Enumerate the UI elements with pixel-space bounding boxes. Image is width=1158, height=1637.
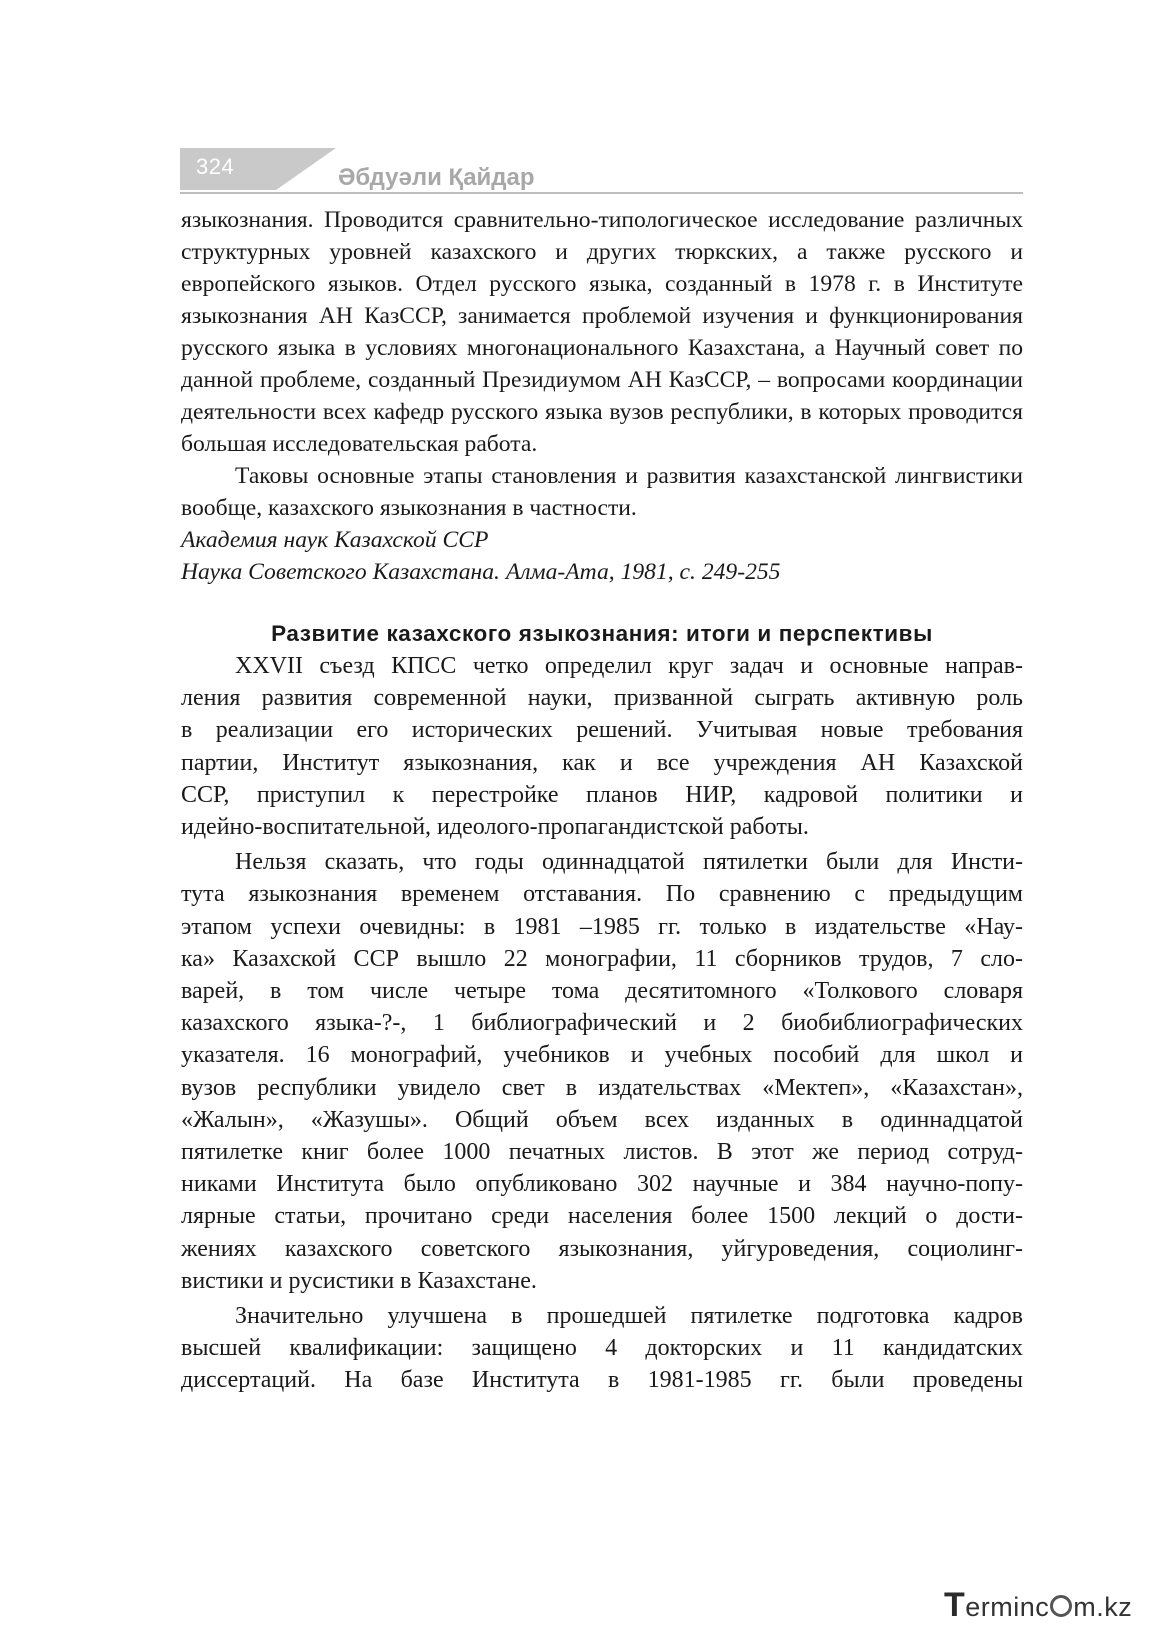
paragraph-line: вузов республики увидело свет в издательствах «Мектеп», «Казахстан», bbox=[181, 1074, 1023, 1101]
header-wedge-decoration bbox=[276, 148, 336, 190]
paragraph-line: пятилетке книг более 1000 печатных листов. В этот же период сотруд- bbox=[181, 1139, 1023, 1166]
watermark-t: T bbox=[944, 1586, 966, 1624]
paragraph-line: вистики и русистики в Казахстане. bbox=[181, 1267, 537, 1294]
paragraph-line: диссертаций. На базе Института в 1981-1985 гг. были проведены bbox=[181, 1367, 1023, 1394]
paragraph-line: тута языкознания временем отставания. По сравнению с предыдущим bbox=[181, 881, 1023, 908]
source-attribution-line1: Академия наук Казахской ССР bbox=[181, 527, 489, 553]
paragraph-line: этапом успехи очевидны: в 1981 –1985 гг. только в издательстве «Нау- bbox=[181, 913, 1023, 940]
paragraph-line: казахского языка-?-, 1 библиографический и 2 биобиблиографических bbox=[181, 1010, 1023, 1037]
page-number: 324 bbox=[196, 154, 235, 179]
source-attribution-line2: Наука Советского Казахстана. Алма-Ата, 1981, с. 249-255 bbox=[181, 559, 781, 585]
paragraph-line: высшей квалификации: защищено 4 докторских и 11 кандидатских bbox=[181, 1335, 1023, 1362]
running-header-author: Әбдуәли Қайдар bbox=[338, 164, 535, 191]
paragraph-line: варей, в том числе четыре тома десятитомного «Толкового словаря bbox=[181, 978, 1023, 1005]
paragraph-line: указателя. 16 монографий, учебников и учебных пособий для школ и bbox=[181, 1042, 1023, 1069]
paragraph-line: партии, Институт языкознания, как и все учреждения АН Казахской bbox=[181, 749, 1023, 776]
paragraph-conclusion: Таковы основные этапы становления и развития казахстанской лингвистики вообще, казахского языкознания в частности. bbox=[181, 463, 1023, 521]
section-title: Развитие казахского языкознания: итоги и перспективы bbox=[271, 621, 933, 646]
header-rule bbox=[180, 192, 1023, 194]
paragraph-line: никами Института было опубликовано 302 научные и 384 научно-попу- bbox=[181, 1171, 1023, 1198]
paragraph-3 bbox=[181, 1300, 1023, 1397]
paragraph-line: «Жалын», «Жазушы». Общий объем всех изданных в одиннадцатой bbox=[181, 1106, 1023, 1133]
paragraph-line: ка» Казахской ССР вышло 22 монографии, 11 сборников трудов, 7 сло- bbox=[181, 945, 1023, 972]
page-number-tab bbox=[180, 148, 276, 190]
running-header bbox=[180, 148, 1023, 194]
paragraph-line: лярные статьи, прочитано среди населения более 1500 лекций о дости- bbox=[181, 1203, 1023, 1230]
paragraph-line: в реализации его исторических решений. Учитывая новые требования bbox=[181, 717, 1023, 744]
section-body bbox=[181, 650, 1023, 1397]
paragraph-1 bbox=[181, 650, 1023, 843]
paragraph-line: Нельзя сказать, что годы одиннадцатой пятилетки были для Инсти- bbox=[235, 849, 1023, 876]
paragraph-line: жениях казахского советского языкознания, уйгуроведения, социолинг- bbox=[181, 1235, 1023, 1262]
termincom-watermark-logo bbox=[944, 1586, 1132, 1625]
paragraph-continuation: языкознания. Проводится сравнительно-типологическое исследование различных структурных уровней казахского и других тюркских, а также русского и европейского языков. Отдел русского языка, созданный в 1978 г. в Институте языкознания АН КазССР, занимается проблемой изучения и функционирования русского языка в условиях многонационального Казахстана, а Научный совет по данной проблеме, созданный Президиумом АН КазССР, – вопросами координации деятельности всех кафедр русского языка вузов республики, в которых проводится большая исследовательская работа. bbox=[181, 207, 1023, 457]
watermark-o-circle-icon bbox=[1050, 1595, 1072, 1617]
paragraph-2 bbox=[181, 846, 1023, 1297]
watermark-text: erminc bbox=[965, 1592, 1050, 1622]
paragraph-line: ССР, приступил к перестройке планов НИР, кадровой политики и bbox=[181, 781, 1023, 808]
paragraph-line: ления развития современной науки, призванной сыграть активную роль bbox=[181, 685, 1023, 712]
paragraph-line: идейно-воспитательной, идеолого-пропагандистской работы. bbox=[181, 814, 809, 841]
paragraph-line: XXVII съезд КПСС четко определил круг задач и основные направ- bbox=[235, 653, 1023, 679]
watermark-domain: m.kz bbox=[1073, 1592, 1133, 1622]
page-body bbox=[181, 204, 1023, 1397]
paragraph-line: Значительно улучшена в прошедшей пятилетке подготовка кадров bbox=[235, 1303, 1023, 1330]
